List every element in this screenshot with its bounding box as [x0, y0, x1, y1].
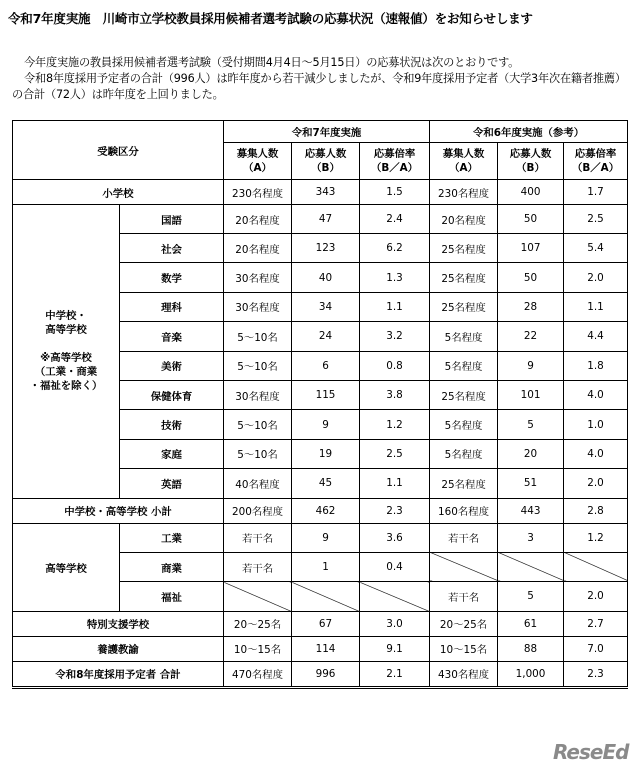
- header-a: 募集人数 （A）: [224, 143, 292, 180]
- subject-label: 商業: [120, 552, 224, 581]
- header-b: 応募人数 （B）: [292, 143, 360, 180]
- subject-label: 国語: [120, 205, 224, 234]
- subject-label: 英語: [120, 469, 224, 498]
- cell-a: 5～10名: [224, 439, 292, 468]
- cell-ratio: 1.5: [360, 180, 430, 205]
- cell-a-empty: [224, 582, 292, 611]
- cell-prev-a-empty: [430, 552, 498, 581]
- cell-b: 996: [292, 661, 360, 687]
- cell-prev-b: 51: [498, 469, 564, 498]
- header-prev-year: 令和6年度実施（参考）: [430, 121, 628, 143]
- cell-b: 34: [292, 292, 360, 321]
- cell-a: 20～25名: [224, 611, 292, 636]
- cell-ratio: 0.8: [360, 351, 430, 380]
- table-row: [13, 523, 628, 552]
- cell-b: 123: [292, 234, 360, 263]
- cell-ratio: 2.3: [360, 498, 430, 523]
- category-high-school: 高等学校: [13, 523, 120, 611]
- cell-a: 20名程度: [224, 205, 292, 234]
- cell-a: 若干名: [224, 523, 292, 552]
- cell-prev-b: 50: [498, 205, 564, 234]
- table-row: [13, 636, 628, 661]
- subject-label: 理科: [120, 292, 224, 321]
- cell-ratio: 2.5: [360, 439, 430, 468]
- row-label: 令和8年度採用予定者 合計: [13, 661, 224, 687]
- intro-line-2: 令和8年度採用予定者の合計（996人）は昨年度から若干減少しましたが、令和9年度採用予定者（大学3年次在籍者推薦）の合計（72人）は昨年度を上回りました。: [12, 72, 626, 101]
- cell-prev-b: 61: [498, 611, 564, 636]
- cell-a: 5～10名: [224, 351, 292, 380]
- cell-prev-b-empty: [498, 552, 564, 581]
- cell-a: 30名程度: [224, 292, 292, 321]
- subject-label: 技術: [120, 410, 224, 439]
- cell-prev-ratio: 2.0: [564, 582, 628, 611]
- cell-b-empty: [292, 582, 360, 611]
- cell-ratio-empty: [360, 582, 430, 611]
- table-row: [13, 205, 628, 234]
- cell-prev-ratio: 2.3: [564, 661, 628, 687]
- cell-prev-ratio: 4.0: [564, 439, 628, 468]
- cell-ratio: 3.2: [360, 322, 430, 351]
- cell-b: 343: [292, 180, 360, 205]
- cell-prev-b: 20: [498, 439, 564, 468]
- subject-label: 保健体育: [120, 380, 224, 409]
- cell-prev-b: 107: [498, 234, 564, 263]
- cell-a: 10～15名: [224, 636, 292, 661]
- cell-prev-a: 430名程度: [430, 661, 498, 687]
- cell-prev-ratio: 1.1: [564, 292, 628, 321]
- table-row: [13, 611, 628, 636]
- subject-label: 数学: [120, 263, 224, 292]
- header-current-year: 令和7年度実施: [224, 121, 430, 143]
- cell-prev-a: 25名程度: [430, 469, 498, 498]
- category-junior-high: 中学校・ 高等学校 ※高等学校 （工業・商業 ・福祉を除く）: [13, 205, 120, 499]
- cell-prev-a: 160名程度: [430, 498, 498, 523]
- cell-ratio: 0.4: [360, 552, 430, 581]
- cell-ratio: 3.8: [360, 380, 430, 409]
- subject-label: 家庭: [120, 439, 224, 468]
- intro-line-1: 今年度実施の教員採用候補者選考試験（受付期間4月4日～5月15日）の応募状況は次のとおりです。: [24, 56, 520, 69]
- cell-b: 114: [292, 636, 360, 661]
- cell-prev-a: 5名程度: [430, 439, 498, 468]
- cell-prev-a: 20～25名: [430, 611, 498, 636]
- cell-b: 462: [292, 498, 360, 523]
- cell-prev-ratio: 4.4: [564, 322, 628, 351]
- cell-prev-a: 25名程度: [430, 263, 498, 292]
- cell-prev-ratio: 1.7: [564, 180, 628, 205]
- subject-label: 工業: [120, 523, 224, 552]
- cell-prev-b: 400: [498, 180, 564, 205]
- cell-a: 5～10名: [224, 322, 292, 351]
- subject-label: 美術: [120, 351, 224, 380]
- cell-a: 230名程度: [224, 180, 292, 205]
- cell-b: 19: [292, 439, 360, 468]
- header-prev-b: 応募人数 （B）: [498, 143, 564, 180]
- cell-a: 30名程度: [224, 380, 292, 409]
- cell-prev-b: 101: [498, 380, 564, 409]
- cell-prev-b: 3: [498, 523, 564, 552]
- cell-b: 24: [292, 322, 360, 351]
- subject-label: 社会: [120, 234, 224, 263]
- table-row: [13, 661, 628, 687]
- cell-ratio: 2.4: [360, 205, 430, 234]
- cell-prev-a: 25名程度: [430, 380, 498, 409]
- header-prev-a: 募集人数 （A）: [430, 143, 498, 180]
- cell-prev-ratio: 4.0: [564, 380, 628, 409]
- subject-label: 福祉: [120, 582, 224, 611]
- cell-prev-a: 5名程度: [430, 351, 498, 380]
- cell-prev-b: 5: [498, 582, 564, 611]
- cell-prev-ratio: 5.4: [564, 234, 628, 263]
- cell-b: 47: [292, 205, 360, 234]
- cell-prev-b: 1,000: [498, 661, 564, 687]
- cell-prev-ratio-empty: [564, 552, 628, 581]
- cell-prev-ratio: 1.0: [564, 410, 628, 439]
- header-prev-ratio: 応募倍率 （B／A）: [564, 143, 628, 180]
- cell-prev-a: 25名程度: [430, 292, 498, 321]
- cell-b: 9: [292, 410, 360, 439]
- cell-prev-ratio: 2.7: [564, 611, 628, 636]
- cell-b: 45: [292, 469, 360, 498]
- cell-b: 6: [292, 351, 360, 380]
- cell-prev-a: 25名程度: [430, 234, 498, 263]
- table-row: [13, 180, 628, 205]
- cell-b: 9: [292, 523, 360, 552]
- row-label: 中学校・高等学校 小計: [13, 498, 224, 523]
- cell-prev-b: 443: [498, 498, 564, 523]
- cell-ratio: 3.0: [360, 611, 430, 636]
- header-ratio: 応募倍率 （B／A）: [360, 143, 430, 180]
- row-label: 小学校: [13, 180, 224, 205]
- table-row: [13, 498, 628, 523]
- cell-a: 5～10名: [224, 410, 292, 439]
- cell-prev-b: 88: [498, 636, 564, 661]
- cell-prev-b: 9: [498, 351, 564, 380]
- cell-prev-b: 28: [498, 292, 564, 321]
- cell-prev-b: 5: [498, 410, 564, 439]
- cell-prev-a: 230名程度: [430, 180, 498, 205]
- cell-prev-ratio: 2.0: [564, 263, 628, 292]
- cell-a: 20名程度: [224, 234, 292, 263]
- row-label: 養護教諭: [13, 636, 224, 661]
- cell-a: 30名程度: [224, 263, 292, 292]
- cell-prev-a: 若干名: [430, 582, 498, 611]
- cell-ratio: 6.2: [360, 234, 430, 263]
- cell-prev-ratio: 2.5: [564, 205, 628, 234]
- cell-prev-a: 20名程度: [430, 205, 498, 234]
- cell-ratio: 1.1: [360, 469, 430, 498]
- cell-ratio: 1.3: [360, 263, 430, 292]
- cell-prev-a: 5名程度: [430, 410, 498, 439]
- subject-label: 音楽: [120, 322, 224, 351]
- watermark-logo: ReseEd: [553, 740, 629, 764]
- cell-a: 40名程度: [224, 469, 292, 498]
- cell-prev-b: 50: [498, 263, 564, 292]
- cell-prev-ratio: 7.0: [564, 636, 628, 661]
- cell-a: 470名程度: [224, 661, 292, 687]
- intro-text: [12, 55, 632, 103]
- row-label: 特別支援学校: [13, 611, 224, 636]
- cell-prev-ratio: 2.8: [564, 498, 628, 523]
- cell-prev-ratio: 2.0: [564, 469, 628, 498]
- cell-ratio: 3.6: [360, 523, 430, 552]
- cell-ratio: 2.1: [360, 661, 430, 687]
- cell-a: 若干名: [224, 552, 292, 581]
- cell-b: 67: [292, 611, 360, 636]
- applicant-table: [12, 120, 628, 689]
- cell-ratio: 1.1: [360, 292, 430, 321]
- cell-prev-ratio: 1.8: [564, 351, 628, 380]
- page-title: 令和7年度実施 川崎市立学校教員採用候補者選考試験の応募状況（速報値）をお知らせします: [8, 11, 533, 26]
- cell-b: 40: [292, 263, 360, 292]
- cell-b: 1: [292, 552, 360, 581]
- cell-ratio: 1.2: [360, 410, 430, 439]
- cell-prev-a: 5名程度: [430, 322, 498, 351]
- cell-prev-b: 22: [498, 322, 564, 351]
- cell-a: 200名程度: [224, 498, 292, 523]
- cell-prev-a: 10～15名: [430, 636, 498, 661]
- cell-b: 115: [292, 380, 360, 409]
- cell-ratio: 9.1: [360, 636, 430, 661]
- cell-prev-ratio: 1.2: [564, 523, 628, 552]
- cell-prev-a: 若干名: [430, 523, 498, 552]
- header-kubun: 受験区分: [13, 121, 224, 180]
